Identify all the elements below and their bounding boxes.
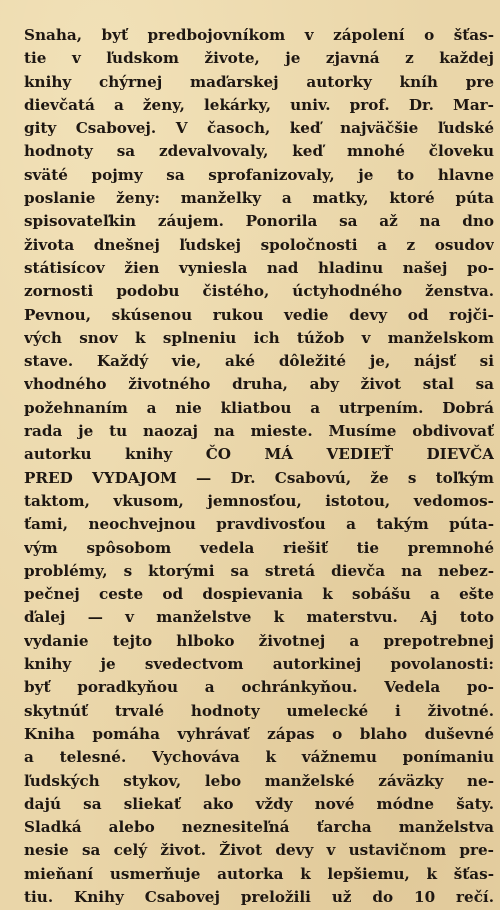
- text-line: knihy chýrnej maďarskej autorky kníh pre: [24, 72, 494, 91]
- text-line: dajú sa sliekať ako vždy nové módne šaty.: [24, 794, 494, 813]
- text-line: Sladká alebo neznesiteľná ťarcha manželstva: [24, 818, 494, 837]
- article-body: [24, 24, 494, 909]
- text-line: Pevnou, skúsenou rukou vedie devy od rojči-: [24, 305, 494, 324]
- text-line: požehnaním a nie kliatbou a utrpením. Dobrá: [24, 398, 494, 417]
- text-line: rada je tu naozaj na mieste. Musíme obdivovať: [24, 422, 494, 441]
- text-line: tie v ľudskom živote, je zjavná z každej: [24, 49, 494, 68]
- text-line: vhodného životného druha, aby život stal sa: [24, 375, 494, 394]
- text-line: státisícov žien vyniesla nad hladinu našej po-: [24, 258, 494, 277]
- text-line: mieňaní usmerňuje autorka k lepšiemu, k šťas-: [24, 864, 494, 883]
- text-line: taktom, vkusom, jemnosťou, istotou, vedomos-: [24, 491, 494, 510]
- text-line: vých snov k splneniu ich túžob v manželskom: [24, 328, 494, 347]
- text-line: ťami, neochvejnou pravdivosťou a takým púta-: [24, 515, 494, 534]
- text-line: dievčatá a ženy, lekárky, univ. prof. Dr. Mar-: [24, 95, 494, 114]
- text-line: života dnešnej ľudskej spoločnosti a z osudov: [24, 235, 494, 254]
- text-line: gity Csabovej. V časoch, keď najväčšie ľudské: [24, 119, 494, 138]
- text-line: PRED VYDAJOM — Dr. Csabovú, že s toľkým: [24, 468, 494, 487]
- text-line: ľudských stykov, lebo manželské záväzky ne-: [24, 771, 494, 790]
- text-line: ďalej — v manželstve k materstvu. Aj toto: [24, 608, 494, 627]
- text-line: a telesné. Vychováva k vážnemu ponímaniu: [24, 748, 494, 767]
- text-line: vým spôsobom vedela riešiť tie premnohé: [24, 538, 494, 557]
- text-line: autorku knihy ČO MÁ VEDIEŤ DIEVČA: [24, 445, 494, 464]
- text-line: stave. Každý vie, aké dôležité je, nájsť si: [24, 352, 494, 371]
- text-line: pečnej ceste od dospievania k sobášu a ešte: [24, 585, 494, 604]
- text-line: poslanie ženy: manželky a matky, ktoré púta: [24, 189, 494, 208]
- text-line: problémy, s ktorými sa stretá dievča na nebez-: [24, 561, 494, 580]
- text-line: vydanie tejto hlboko životnej a prepotrebnej: [24, 631, 494, 650]
- text-line: nesie sa celý život. Život devy v ustavičnom pre-: [24, 841, 494, 860]
- text-line: Snaha, byť predbojovníkom v zápolení o šťas-: [24, 26, 494, 44]
- text-line: zornosti podobu čistého, úctyhodného ženstva.: [24, 282, 494, 301]
- text-line: Kniha pomáha vyhrávať zápas o blaho duševné: [24, 724, 494, 743]
- text-line: skytnúť trvalé hodnoty umelecké i životné.: [24, 701, 494, 720]
- text-line: tiu. Knihy Csabovej preložili už do 10 rečí.: [24, 887, 494, 906]
- text-line: byť poradkyňou a ochránkyňou. Vedela po-: [24, 678, 494, 697]
- text-line: knihy je svedectvom autorkinej povolanosti:: [24, 655, 494, 674]
- text-line: sväté pojmy sa sprofanizovaly, je to hlavne: [24, 165, 494, 184]
- text-line: spisovateľkin záujem. Ponorila sa až na dno: [24, 212, 494, 231]
- text-line: hodnoty sa zdevalvovaly, keď mnohé človeku: [24, 142, 494, 161]
